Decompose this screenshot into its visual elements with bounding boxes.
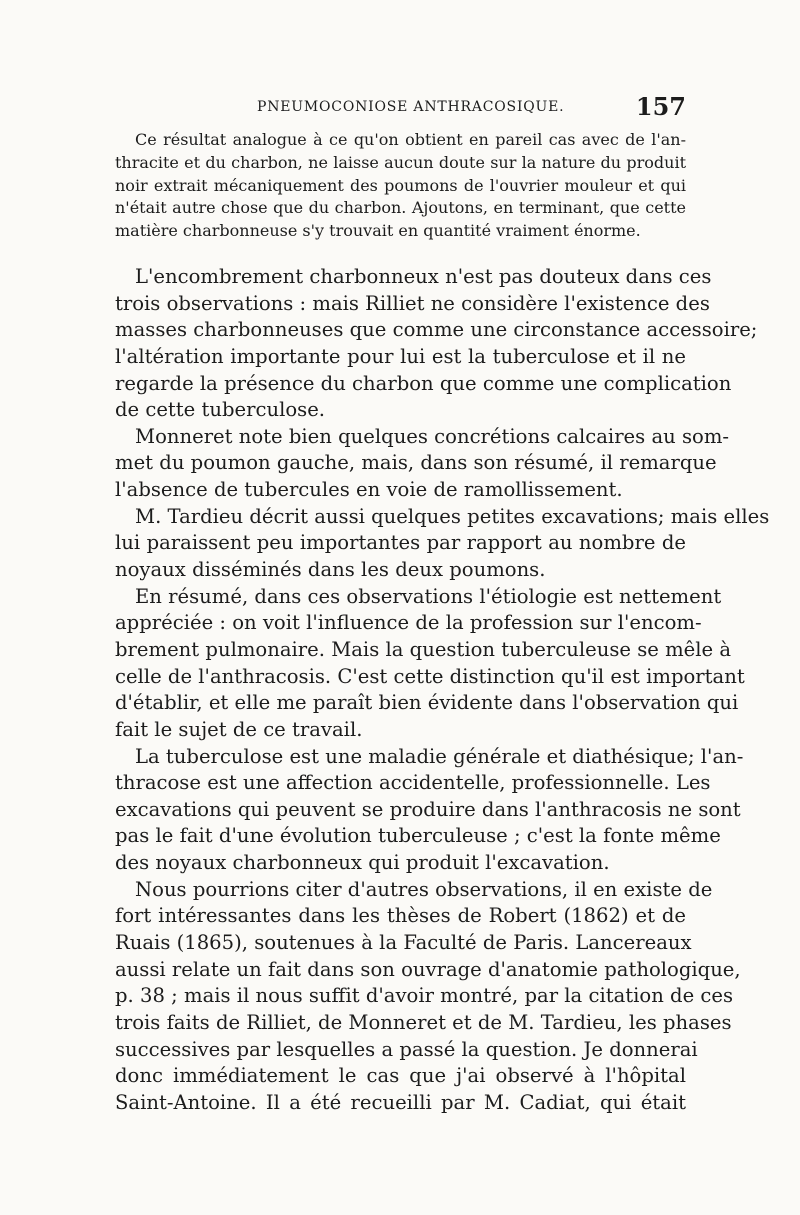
text-line: fort intéressantes dans les thèses de Robert (1862) et de <box>115 904 686 928</box>
text-line: La tuberculose est une maladie générale et diathésique; l'an- <box>135 744 744 768</box>
text-line: celle de l'anthracosis. C'est cette distinction qu'il est important <box>115 664 745 688</box>
text-line: L'encombrement charbonneux n'est pas douteux dans ces <box>135 265 712 288</box>
text-line: Saint-Antoine. Il a été recueilli par M. Cadiat, qui était <box>115 1090 686 1114</box>
text-line: aussi relate un fait dans son ouvrage d'anatomie pathologique, <box>115 957 741 981</box>
text-line: l'altération importante pour lui est la tuberculose et il ne <box>115 344 686 368</box>
text-line: pas le fait d'une évolution tuberculeuse ; c'est la fonte même <box>115 824 721 848</box>
text-line: donc immédiatement le cas que j'ai observé à l'hôpital <box>115 1064 686 1088</box>
text-line: excavations qui peuvent se produire dans l'anthracosis ne sont <box>115 797 741 821</box>
text-line: thracite et du charbon, ne laisse aucun doute sur la nature du produit <box>115 152 686 172</box>
text-line: M. Tardieu décrit aussi quelques petites excavations; mais elles <box>135 504 770 528</box>
text-line: des noyaux charbonneux qui produit l'excavation. <box>115 851 610 875</box>
text-line: de cette tuberculose. <box>115 398 326 422</box>
text-line: fait le sujet de ce travail. <box>115 717 363 741</box>
text-line: thracose est une affection accidentelle, professionnelle. Les <box>115 771 711 795</box>
text-line: l'absence de tubercules en voie de ramollissement. <box>115 478 623 502</box>
page-number: 157 <box>635 92 686 121</box>
text-line: matière charbonneuse s'y trouvait en quantité vraiment énorme. <box>115 221 641 241</box>
text-line: noyaux disséminés dans les deux poumons. <box>115 558 546 582</box>
text-line: trois faits de Rilliet, de Monneret et de M. Tardieu, les phases <box>115 1010 732 1034</box>
page-header <box>115 92 686 121</box>
text-line: successives par lesquelles a passé la question. Je donnerai <box>115 1037 698 1061</box>
text-line: Monneret note bien quelques concrétions calcaires au som- <box>135 424 730 448</box>
text-line: regarde la présence du charbon que comme une complication <box>115 371 732 395</box>
text-line: d'établir, et elle me paraît bien évidente dans l'observation qui <box>115 691 739 715</box>
text-line: Ruais (1865), soutenues à la Faculté de Paris. Lancereaux <box>115 931 692 955</box>
text-line: En résumé, dans ces observations l'étiologie est nettement <box>135 584 722 608</box>
text-line: appréciée : on voit l'influence de la profession sur l'encom- <box>115 611 702 635</box>
text-line: lui paraissent peu importantes par rapport au nombre de <box>115 531 686 555</box>
running-title: PNEUMOCONIOSE ANTHRACOSIQUE. <box>257 99 565 115</box>
text-line: brement pulmonaire. Mais la question tuberculeuse se mêle à <box>115 637 732 661</box>
text-line: noir extrait mécaniquement des poumons de l'ouvrier mouleur et qui <box>115 175 686 195</box>
text-line: met du poumon gauche, mais, dans son résumé, il remarque <box>115 451 717 475</box>
text-line: p. 38 ; mais il nous suffit d'avoir montré, par la citation de ces <box>115 984 734 1008</box>
text-line: masses charbonneuses que comme une circonstance accessoire; <box>115 318 758 342</box>
text-line: Ce résultat analogue à ce qu'on obtient en pareil cas avec de l'an- <box>135 130 686 149</box>
main-text <box>115 264 770 1117</box>
text-line: n'était autre chose que du charbon. Ajoutons, en terminant, que cette <box>115 198 686 218</box>
text-line: trois observations : mais Rilliet ne considère l'existence des <box>115 291 710 315</box>
quoted-paragraph <box>115 129 686 243</box>
text-line: Nous pourrions citer d'autres observations, il en existe de <box>135 877 713 901</box>
